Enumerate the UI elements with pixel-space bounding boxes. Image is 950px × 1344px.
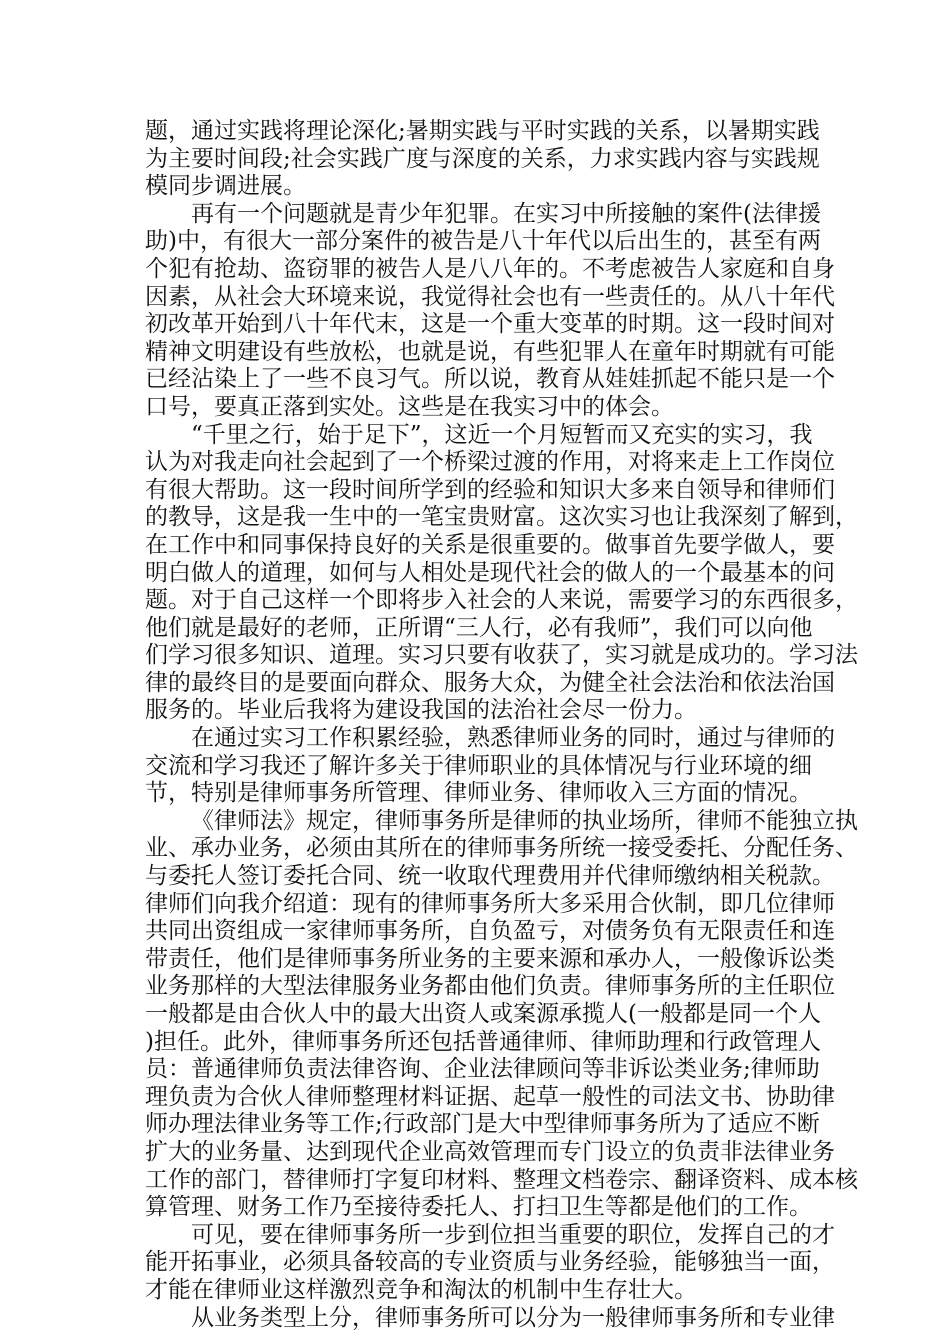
text-line: 口号，要真正落到实处。这些是在我实习中的体会。 [145,393,674,420]
text-line: 的教导，这是我一生中的一笔宝贵财富。这次实习也让我深刻了解到， [145,504,858,531]
text-line: 可见，要在律师事务所一步到位担当重要的职位，发挥自己的才 [191,1221,835,1248]
text-line: 从业务类型上分，律师事务所可以分为一般律师事务所和专业律 [191,1304,835,1331]
text-line: 在工作中和同事保持良好的关系是很重要的。做事首先要学做人，要 [145,531,835,558]
text-line: 助)中，有很大一部分案件的被告是八十年代以后出生的，甚至有两 [145,228,821,255]
text-line: 为主要时间段;社会实践广度与深度的关系，力求实践内容与实践规 [145,145,820,172]
text-line: 题，通过实践将理论深化;暑期实践与平时实践的关系，以暑期实践 [145,118,820,144]
text-line: 一般都是由合伙人中的最大出资人或案源承揽人(一般都是同一个人 [145,1001,821,1027]
text-line: 业、承办业务，必须由其所在的律师事务所统一接受委托、分配任务、 [145,835,858,862]
text-line: 交流和学习我还了解许多关于律师职业的具体情况与行业环境的细 [145,752,812,779]
text-line: 与委托人签订委托合同、统一收取代理费用并代律师缴纳相关税款。 [145,863,835,890]
text-line: 业务那样的大型法律服务业务都由他们负责。律师事务所的主任职位 [145,973,835,1000]
text-line: 在通过实习工作积累经验，熟悉律师业务的同时，通过与律师的 [191,725,835,752]
text-line: 明白做人的道理，如何与人相处是现代社会的做人的一个最基本的问 [145,559,835,586]
text-line: 师办理法律业务等工作;行政部门是大中型律师事务所为了适应不断 [145,1111,820,1138]
text-line: 带责任，他们是律师事务所业务的主要来源和承办人，一般像诉讼类 [145,945,835,972]
text-line: 已经沾染上了一些不良习气。所以说，教育从娃娃抓起不能只是一个 [145,366,835,393]
document-body [145,118,858,1332]
text-line: 服务的。毕业后我将为建设我国的法治社会尽一份力。 [145,697,697,724]
text-line: 题。对于自己这样一个即将步入社会的人来说，需要学习的东西很多， [145,587,858,614]
text-line: 节，特别是律师事务所管理、律师业务、律师收入三方面的情况。 [145,780,812,807]
text-line: 工作的部门，替律师打字复印材料、整理文档卷宗、翻译资料、成本核 [145,1166,858,1193]
text-line: 初改革开始到八十年代末，这是一个重大变革的时期。这一段时间对 [145,311,835,338]
text-line: 有很大帮助。这一段时间所学到的经验和知识大多来自领导和律师们 [145,476,835,503]
text-line: 认为对我走向社会起到了一个桥梁过渡的作用，对将来走上工作岗位 [145,449,835,476]
text-line: 们学习很多知识、道理。实习只要有收获了，实习就是成功的。学习法 [145,642,858,669]
text-line: 他们就是最好的老师，正所谓“三人行，必有我师”，我们可以向他 [145,614,813,641]
text-line: 因素，从社会大环境来说，我觉得社会也有一些责任的。从八十年代 [145,283,835,310]
text-line: )担任。此外，律师事务所还包括普通律师、律师助理和行政管理人 [145,1028,821,1055]
text-line: 《律师法》规定，律师事务所是律师的执业场所，律师不能独立执 [191,807,858,834]
text-line: 精神文明建设有些放松，也就是说，有些犯罪人在童年时期就有可能 [145,338,835,365]
text-line: 能开拓事业，必须具备较高的专业资质与业务经验，能够独当一面， [145,1249,835,1276]
text-line: 再有一个问题就是青少年犯罪。在实习中所接触的案件(法律援 [191,200,821,227]
text-line: “千里之行，始于足下”，这近一个月短暂而又充实的实习，我 [191,421,813,448]
text-line: 理负责为合伙人律师整理材料证据、起草一般性的司法文书、协助律 [145,1083,835,1110]
text-line: 律师们向我介绍道：现有的律师事务所大多采用合伙制，即几位律师 [145,890,835,917]
text-line: 员：普通律师负责法律咨询、企业法律顾问等非诉讼类业务;律师助 [145,1056,820,1083]
text-line: 扩大的业务量、达到现代企业高效管理而专门设立的负责非法律业务 [145,1138,835,1165]
text-line: 模同步调进展。 [145,173,306,200]
text-line: 律的最终目的是要面向群众、服务大众，为健全社会法治和依法治国 [145,669,835,696]
text-line: 个犯有抢劫、盗窃罪的被告人是八八年的。不考虑被告人家庭和自身 [145,255,835,282]
text-line: 共同出资组成一家律师事务所，自负盈亏，对债务负有无限责任和连 [145,918,835,945]
text-line: 算管理、财务工作乃至接待委托人、打扫卫生等都是他们的工作。 [145,1194,812,1221]
text-line: 才能在律师业这样激烈竞争和淘汰的机制中生存壮大。 [145,1276,697,1303]
